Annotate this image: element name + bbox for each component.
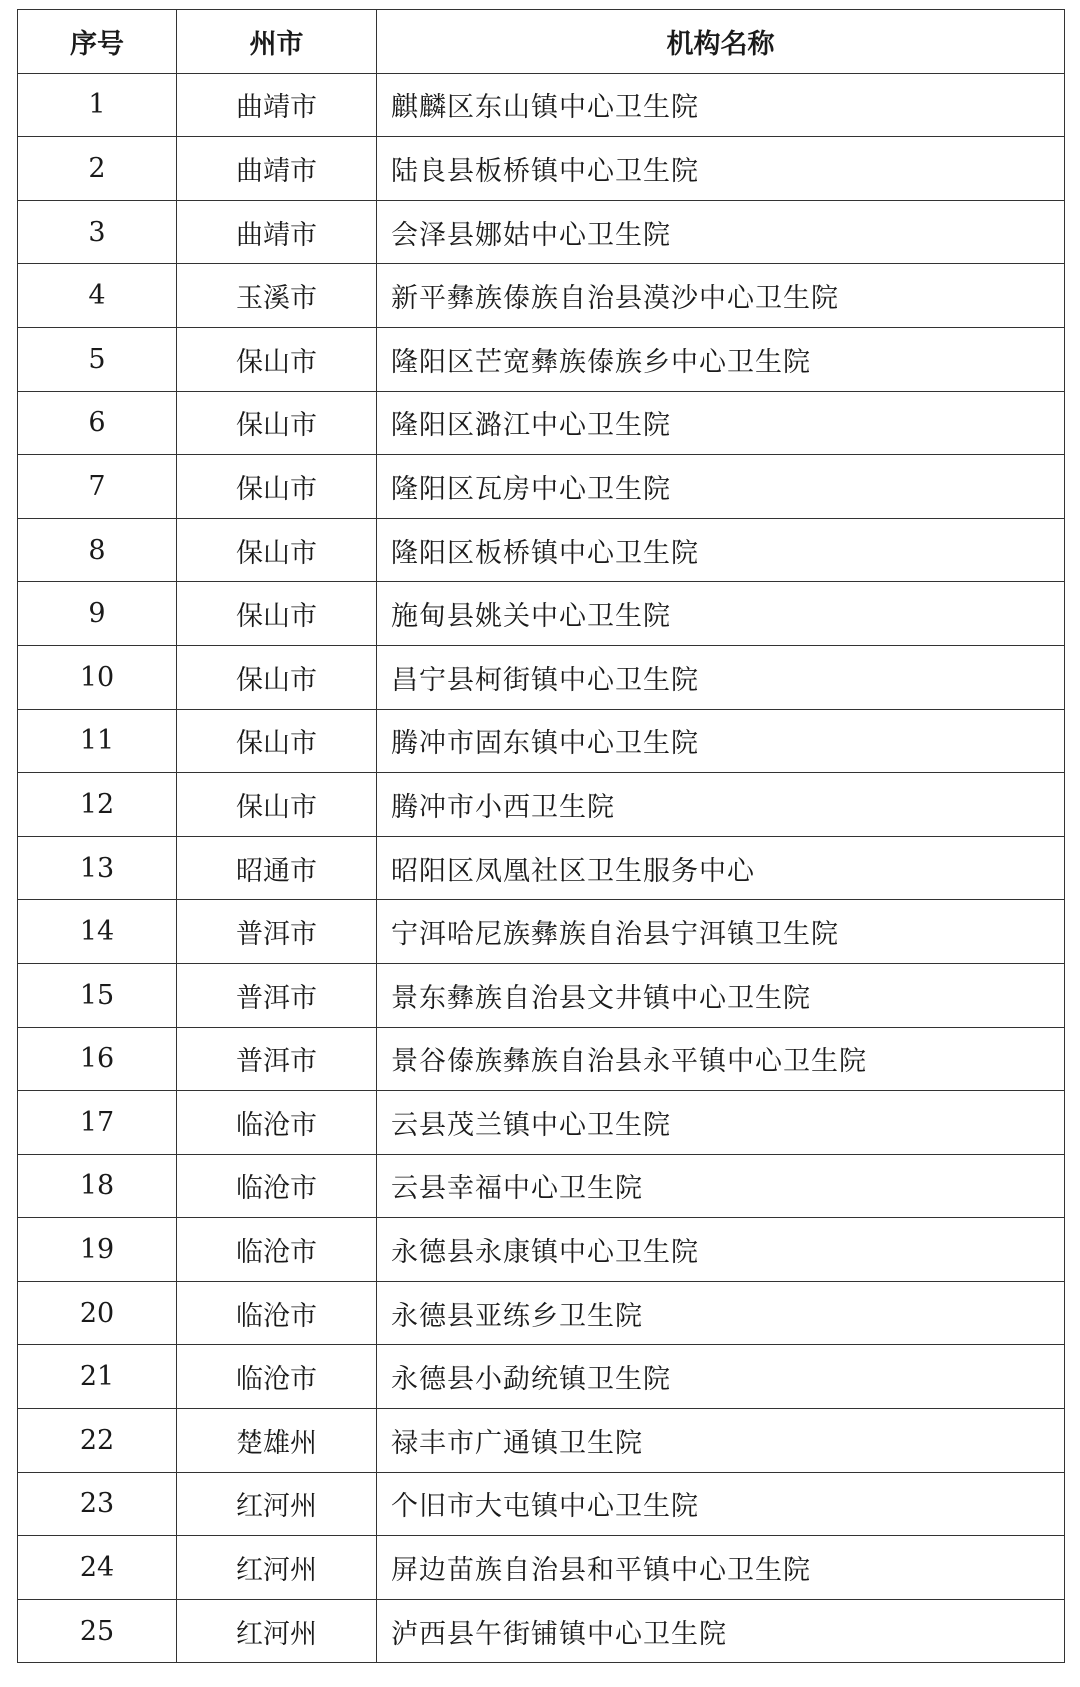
- institution-name-cell: 宁洱哈尼族彝族自治县宁洱镇卫生院: [377, 900, 1065, 964]
- table-row: [18, 773, 1065, 837]
- institution-name-cell: 腾冲市小西卫生院: [377, 773, 1065, 837]
- city-cell: 普洱市: [177, 900, 377, 964]
- table-row: [18, 1409, 1065, 1473]
- institution-name-cell: 昌宁县柯街镇中心卫生院: [377, 645, 1065, 709]
- institution-name-cell: 隆阳区芒宽彝族傣族乡中心卫生院: [377, 327, 1065, 391]
- institution-name-cell: 隆阳区板桥镇中心卫生院: [377, 518, 1065, 582]
- city-cell: 临沧市: [177, 1154, 377, 1218]
- city-cell: 曲靖市: [177, 137, 377, 201]
- seq-cell: 13: [18, 836, 177, 900]
- seq-cell: 20: [18, 1281, 177, 1345]
- seq-cell: 19: [18, 1218, 177, 1282]
- institution-name-cell: 禄丰市广通镇卫生院: [377, 1409, 1065, 1473]
- institution-name-cell: 新平彝族傣族自治县漠沙中心卫生院: [377, 264, 1065, 328]
- city-cell: 临沧市: [177, 1218, 377, 1282]
- city-cell: 玉溪市: [177, 264, 377, 328]
- city-cell: 楚雄州: [177, 1409, 377, 1473]
- table-body: [18, 73, 1065, 1663]
- table-row: [18, 645, 1065, 709]
- city-cell: 临沧市: [177, 1281, 377, 1345]
- table-row: [18, 1091, 1065, 1155]
- institution-name-cell: 泸西县午街铺镇中心卫生院: [377, 1599, 1065, 1663]
- table-row: [18, 137, 1065, 201]
- seq-cell: 18: [18, 1154, 177, 1218]
- table-row: [18, 1536, 1065, 1600]
- table-row: [18, 582, 1065, 646]
- table-row: [18, 455, 1065, 519]
- institution-name-cell: 个旧市大屯镇中心卫生院: [377, 1472, 1065, 1536]
- seq-cell: 8: [18, 518, 177, 582]
- institution-table: [17, 9, 1065, 1663]
- table-row: [18, 1154, 1065, 1218]
- table-row: [18, 1027, 1065, 1091]
- table-row: [18, 1599, 1065, 1663]
- city-cell: 临沧市: [177, 1091, 377, 1155]
- city-cell: 保山市: [177, 327, 377, 391]
- city-cell: 保山市: [177, 518, 377, 582]
- city-cell: 曲靖市: [177, 73, 377, 137]
- seq-cell: 11: [18, 709, 177, 773]
- city-cell: 红河州: [177, 1536, 377, 1600]
- table-row: [18, 1218, 1065, 1282]
- table-row: [18, 391, 1065, 455]
- institution-name-cell: 隆阳区瓦房中心卫生院: [377, 455, 1065, 519]
- city-cell: 保山市: [177, 455, 377, 519]
- seq-cell: 4: [18, 264, 177, 328]
- city-cell: 保山市: [177, 709, 377, 773]
- city-cell: 普洱市: [177, 963, 377, 1027]
- seq-cell: 5: [18, 327, 177, 391]
- institution-name-cell: 麒麟区东山镇中心卫生院: [377, 73, 1065, 137]
- table-row: [18, 200, 1065, 264]
- city-cell: 临沧市: [177, 1345, 377, 1409]
- institution-name-cell: 屏边苗族自治县和平镇中心卫生院: [377, 1536, 1065, 1600]
- institution-name-cell: 景东彝族自治县文井镇中心卫生院: [377, 963, 1065, 1027]
- table-header-row: [18, 10, 1065, 74]
- city-cell: 红河州: [177, 1472, 377, 1536]
- city-cell: 曲靖市: [177, 200, 377, 264]
- table-row: [18, 1281, 1065, 1345]
- seq-cell: 7: [18, 455, 177, 519]
- table-row: [18, 709, 1065, 773]
- seq-cell: 23: [18, 1472, 177, 1536]
- header-city: 州市: [177, 10, 377, 74]
- institution-name-cell: 景谷傣族彝族自治县永平镇中心卫生院: [377, 1027, 1065, 1091]
- city-cell: 红河州: [177, 1599, 377, 1663]
- seq-cell: 1: [18, 73, 177, 137]
- city-cell: 保山市: [177, 391, 377, 455]
- institution-name-cell: 陆良县板桥镇中心卫生院: [377, 137, 1065, 201]
- seq-cell: 10: [18, 645, 177, 709]
- table-row: [18, 900, 1065, 964]
- table-row: [18, 1345, 1065, 1409]
- institution-name-cell: 永德县小勐统镇卫生院: [377, 1345, 1065, 1409]
- table-row: [18, 264, 1065, 328]
- seq-cell: 14: [18, 900, 177, 964]
- seq-cell: 3: [18, 200, 177, 264]
- table-row: [18, 518, 1065, 582]
- city-cell: 保山市: [177, 773, 377, 837]
- header-institution-name: 机构名称: [377, 10, 1065, 74]
- seq-cell: 12: [18, 773, 177, 837]
- city-cell: 普洱市: [177, 1027, 377, 1091]
- seq-cell: 17: [18, 1091, 177, 1155]
- table-row: [18, 836, 1065, 900]
- header-seq: 序号: [18, 10, 177, 74]
- city-cell: 保山市: [177, 582, 377, 646]
- seq-cell: 16: [18, 1027, 177, 1091]
- institution-name-cell: 腾冲市固东镇中心卫生院: [377, 709, 1065, 773]
- institution-name-cell: 隆阳区潞江中心卫生院: [377, 391, 1065, 455]
- institution-name-cell: 云县茂兰镇中心卫生院: [377, 1091, 1065, 1155]
- city-cell: 保山市: [177, 645, 377, 709]
- institution-name-cell: 永德县亚练乡卫生院: [377, 1281, 1065, 1345]
- table-row: [18, 327, 1065, 391]
- city-cell: 昭通市: [177, 836, 377, 900]
- institution-name-cell: 永德县永康镇中心卫生院: [377, 1218, 1065, 1282]
- seq-cell: 21: [18, 1345, 177, 1409]
- seq-cell: 22: [18, 1409, 177, 1473]
- seq-cell: 15: [18, 963, 177, 1027]
- seq-cell: 9: [18, 582, 177, 646]
- seq-cell: 24: [18, 1536, 177, 1600]
- seq-cell: 25: [18, 1599, 177, 1663]
- institution-name-cell: 会泽县娜姑中心卫生院: [377, 200, 1065, 264]
- seq-cell: 6: [18, 391, 177, 455]
- institution-name-cell: 施甸县姚关中心卫生院: [377, 582, 1065, 646]
- institution-name-cell: 云县幸福中心卫生院: [377, 1154, 1065, 1218]
- table-row: [18, 1472, 1065, 1536]
- seq-cell: 2: [18, 137, 177, 201]
- institution-name-cell: 昭阳区凤凰社区卫生服务中心: [377, 836, 1065, 900]
- table-row: [18, 73, 1065, 137]
- table-row: [18, 963, 1065, 1027]
